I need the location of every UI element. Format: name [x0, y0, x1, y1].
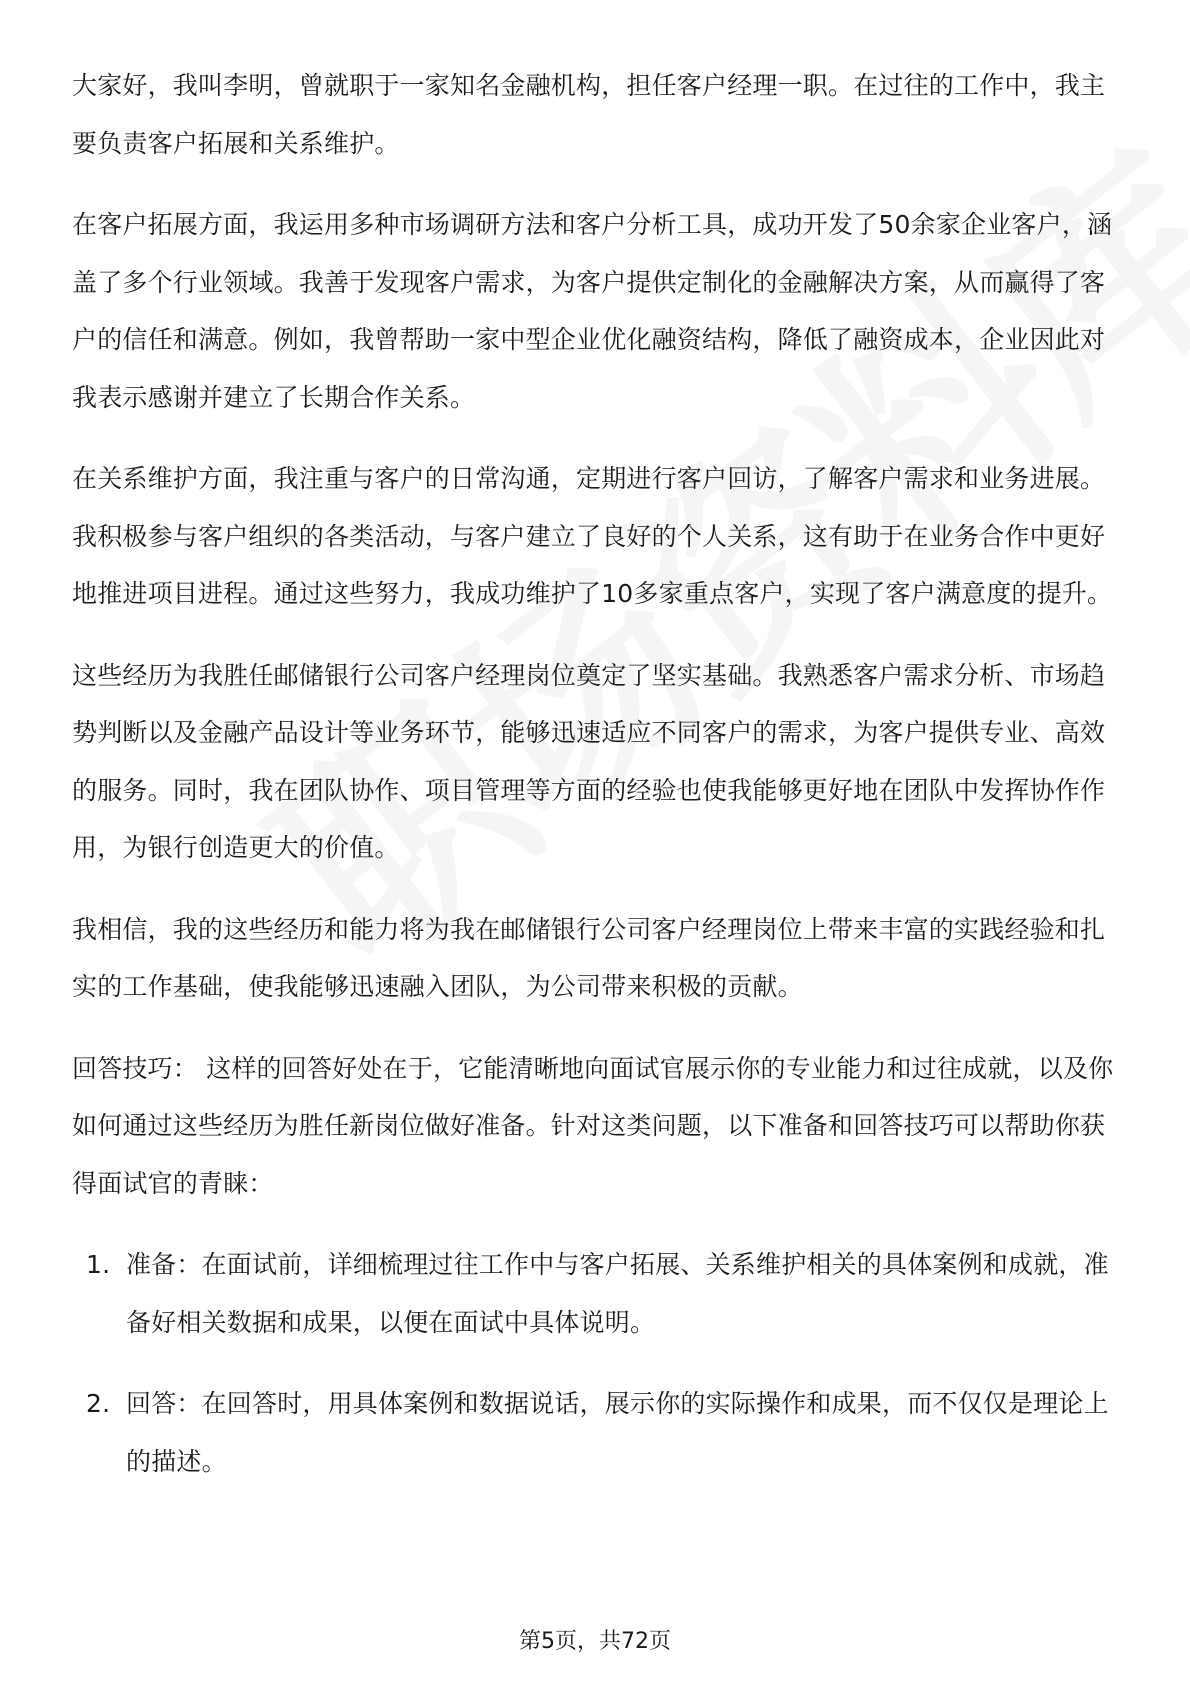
list-item-number: 1.: [86, 1250, 111, 1279]
list-item-text: 准备：在面试前，详细梳理过往工作中与客户拓展、关系维护相关的具体案例和成就，准备好相关数据和成果，以便在面试中具体说明。: [126, 1250, 1109, 1337]
paragraph-relationship: 在关系维护方面，我注重与客户的日常沟通，定期进行客户回访，了解客户需求和业务进展。我积极参与客户组织的各类活动，与客户建立了良好的个人关系，这有助于在业务合作中更好地推进项目进程。通过这些努力，我成功维护了10多家重点客户，实现了客户满意度的提升。: [72, 464, 1113, 608]
list-item: [72, 1236, 1118, 1351]
list-item-number: 2.: [86, 1389, 111, 1418]
paragraph-client-expansion: 在客户拓展方面，我运用多种市场调研方法和客户分析工具，成功开发了50余家企业客户，涵盖了多个行业领域。我善于发现客户需求，为客户提供定制化的金融解决方案，从而赢得了客户的信任和满意。例如，我曾帮助一家中型企业优化融资结构，降低了融资成本，企业因此对我表示感谢并建立了长期合作关系。: [72, 210, 1113, 412]
tips-list: [72, 1236, 1118, 1490]
page-footer: 第5页，共72页: [519, 1629, 671, 1654]
paragraph-tips: 回答技巧： 这样的回答好处在于，它能清晰地向面试官展示你的专业能力和过往成就，以及你如何通过这些经历为胜任新岗位做好准备。针对这类问题，以下准备和回答技巧可以帮助你获得面试官的青睐：: [72, 1053, 1114, 1198]
paragraph-intro: 大家好，我叫李明，曾就职于一家知名金融机构，担任客户经理一职。在过往的工作中，我主要负责客户拓展和关系维护。: [72, 71, 1106, 158]
paragraph-conclusion: 我相信，我的这些经历和能力将为我在邮储银行公司客户经理岗位上带来丰富的实践经验和扎实的工作基础，使我能够迅速融入团队，为公司带来积极的贡献。: [72, 914, 1106, 1001]
list-item-text: 回答：在回答时，用具体案例和数据说话，展示你的实际操作和成果，而不仅仅是理论上的描述。: [126, 1389, 1109, 1476]
document-body: [72, 57, 1118, 1514]
paragraph-foundation: 这些经历为我胜任邮储银行公司客户经理岗位奠定了坚实基础。我熟悉客户需求分析、市场趋势判断以及金融产品设计等业务环节，能够迅速适应不同客户的需求，为客户提供专业、高效的服务。同时，我在团队协作、项目管理等方面的经验也使我能够更好地在团队中发挥协作作用，为银行创造更大的价值。: [72, 660, 1106, 862]
list-item: [72, 1375, 1118, 1490]
